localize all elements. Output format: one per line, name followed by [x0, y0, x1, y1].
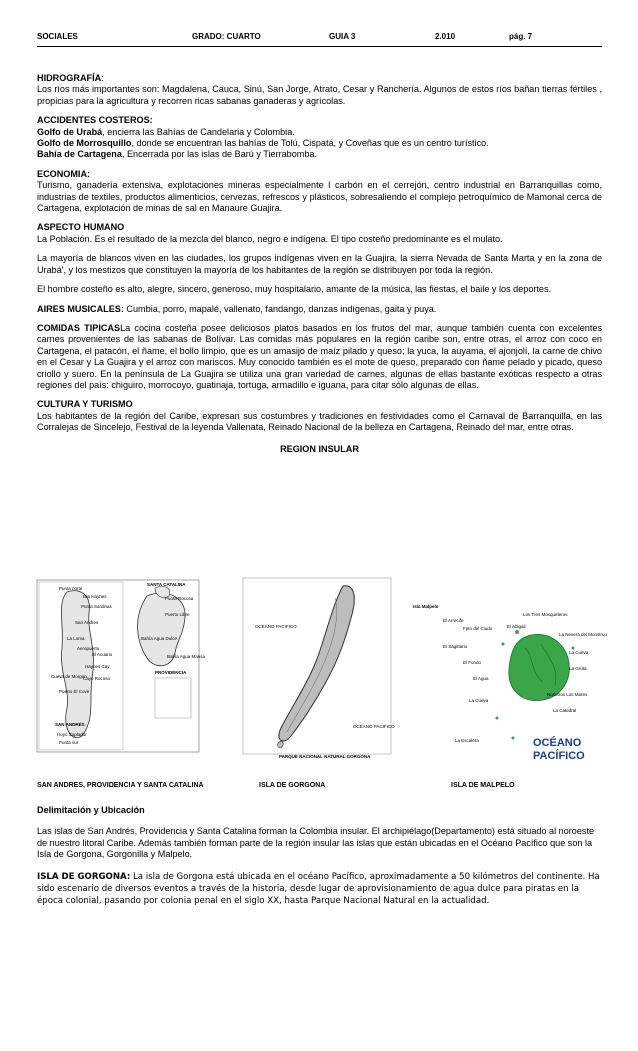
map-label: Puerto Libre	[165, 612, 190, 617]
region-insular-heading: REGION INSULAR	[280, 443, 359, 454]
hidrografia-text: Los ríos más importantes son: Magdalena, Cauca, Sinú, San Jorge, Atrato, Cesar y Ranchería. Algunos de estos ríos bañan tierras fértiles , propicias para la agricultura y recorren ricas sabanas ganaderas y agrícolas.	[37, 84, 602, 106]
map-label: Isla Malpelo	[413, 604, 439, 609]
page-header	[37, 30, 602, 47]
accidente-item	[37, 138, 602, 149]
map-label: La Loma	[67, 636, 85, 641]
map-label: El Acuario	[92, 652, 113, 657]
map-label: El Arrecife	[443, 618, 464, 623]
map-label: Puerto El Cove	[59, 689, 90, 694]
map-label: SAN ANDRÉS	[55, 722, 85, 727]
map-label: La Nevera del Monstruo	[559, 632, 608, 637]
map-label: Haynes Cay	[85, 664, 110, 669]
map-label: PARQUE NACIONAL NATURAL GORGONA	[279, 754, 371, 759]
map-label: Punta Sardinas	[81, 604, 112, 609]
economia-title: ECONOMIA:	[37, 168, 91, 179]
map-label: PROVIDENCIA	[155, 670, 187, 675]
gorgona-title: ISLA DE GORGONA:	[37, 871, 131, 882]
map-label: Punta Rocosa	[165, 596, 194, 601]
map-captions	[37, 782, 602, 794]
map-label: El Fondo	[463, 660, 482, 665]
map-label: El Sagittario	[443, 644, 468, 649]
accidentes-section	[37, 115, 602, 161]
map-label: PACÍFICO	[533, 750, 585, 762]
aspecto-title: ASPECTO HUMANO	[37, 222, 125, 233]
aires-text: Cumbia, porro, mapalé, vallenato, fandango, danzas indígenas, gaita y puya.	[123, 303, 437, 314]
map-label: Nosotros Los Mares	[547, 692, 588, 697]
map-label: La Escalera	[455, 738, 479, 743]
map-label: OCEANO PACIFICO	[353, 724, 395, 729]
header-guide: GUIA 3	[329, 32, 356, 41]
lower-text	[37, 805, 602, 907]
map-label: Fpto del Ciudo	[463, 626, 493, 631]
accidente-name: Golfo de Urabá	[37, 126, 103, 137]
gorgona-section	[37, 871, 602, 907]
accidente-item	[37, 149, 602, 160]
map-label: Bahía Agua Dulce	[141, 636, 178, 641]
aires-title: AIRES MUSICALES:	[37, 303, 124, 314]
map-label: Los Tres Mosqueteros	[523, 612, 568, 617]
map-label: SANTA CATALINA	[147, 582, 186, 587]
gorgona-map	[235, 578, 395, 760]
accidente-text: , Encerrada por las islas de Barú y Tierrabomba.	[121, 149, 318, 160]
map-label: Punta sur	[59, 740, 79, 745]
accidente-item	[37, 127, 602, 138]
delimitacion-title: Delimitación y Ubicación	[37, 805, 145, 815]
map-label: Hoyo Soplador	[57, 732, 87, 737]
map-label: Bahía Agua Mansa	[167, 654, 206, 659]
accidentes-title: ACCIDENTES COSTEROS:	[37, 115, 153, 126]
map-label: Punta norte	[59, 586, 83, 591]
caption-san-andres: SAN ANDRES, PROVIDENCIA Y SANTA CATALINA	[37, 782, 204, 789]
comidas-section	[37, 323, 602, 391]
map-label: La Cueva	[469, 698, 489, 703]
accidente-text: , donde se encuentran las bahías de Tolú, Cispatá, y Coveñas que es un centro turístico.	[131, 138, 489, 149]
hidrografia-title: HIDROGRAFÍA	[37, 73, 102, 83]
cultura-text: Los habitantes de la región del Caribe, expresan sus costumbres y tradiciones en festividades como el Carnaval de Barranquilla, en las Corralejas de Sincelejo, Festival de la leyenda Vallenata, Reinado Nacional de la belleza en Cartagena, Reinado del mar, entre otras.	[37, 410, 602, 433]
map-label: La Catedral	[553, 708, 577, 713]
cultura-section	[37, 399, 602, 433]
maps-row	[37, 578, 608, 762]
caption-malpelo: ISLA DE MALPELO	[451, 782, 515, 789]
caption-gorgona: ISLA DE GORGONA	[259, 782, 326, 789]
comidas-text: La cocina costeña posee deliciosos platos basados en los frutos del mar, aunque también cuenta con excelentes carnes provenientes de las sabanas de Bolívar. Las comidas más populares en la región caribe son, entre otras, el arroz con coco en Cartagena, el patacón, el ñame, el bollo limpio, que es un amasijo de maíz pilado y queso; la yuca, la auyama, el ajonjolí, la carne de chivo en el Cesar y La Guajira y el arroz con mariscos. Muy conocido también es el mote de queso, preparado con ñame pelado y picado, queso criollo y suero. En la península de La Guajira se utiliza una gran variedad de carnes, algunas de ellas bastante exóticas respecto a otras regiones del país: chiguiro, morrocoyo, guatinaja, tortuga, armadillo e iguana, para citar sólo algunas de ellas.	[37, 322, 602, 390]
header-page: pág. 7	[509, 32, 533, 41]
map-label: Isla Haynes	[83, 594, 107, 599]
map-label: OCEANO PACIFICO	[255, 624, 297, 629]
map-label: Cueva de Morgan	[51, 674, 87, 679]
document-page	[37, 30, 602, 455]
accidente-name: Golfo de Morrosquillo	[37, 138, 132, 149]
map-label: OCÉANO	[533, 737, 582, 749]
san-andres-map	[37, 578, 206, 754]
aspecto-section	[37, 222, 602, 295]
accidente-text: , encierra las Bahías de Candelaria y Colombia.	[102, 126, 295, 137]
map-label: El Agua	[473, 676, 489, 681]
cultura-title: CULTURA Y TURISMO	[37, 399, 133, 410]
delimitacion-text: Las islas de San Andrés, Providencia y Santa Catalina forman la Colombia insular. El archipiélago(Departamento) está situado al noroeste de nuestro litoral Caribe. Además también forman parte de la región insular las islas que están ubicadas en el Océano Pacífico que son la Isla de Gorgona, Gorgonilla y Malpelo.	[37, 826, 595, 860]
map-label: Cayo Rocoso	[83, 676, 111, 681]
aires-section	[37, 304, 602, 315]
header-grade: GRADO: CUARTO	[192, 32, 261, 41]
comidas-title: COMIDAS TIPICAS	[37, 322, 121, 333]
hidrografia-section: HIDROGRAFÍA: Los ríos más importantes son: Magdalena, Cauca, Sinú, San Jorge, Atrato, Cesar y Ranchería. Algunos de estos ríos bañan tierras fértiles , propicias para la agricultura y recorren ricas sabanas ganaderas y agrícolas.	[37, 73, 602, 106]
aspecto-p3: El hombre costeño es alto, alegre, sincero, generoso, muy hospitalario, amante de la música, las fiestas, el baile y los deportes.	[37, 284, 552, 295]
malpelo-map	[403, 578, 608, 762]
header-subject: SOCIALES	[37, 32, 78, 41]
map-label: Aeropuerto	[77, 646, 100, 651]
aspecto-p1: La Población. Es el resultado de la mezcla del blanco, negro e indígena. El tipo costeño predominante es el mulato.	[37, 233, 503, 244]
gorgona-text: La isla de Gorgona está ubicada en el océano Pacífico, aproximadamente a 50 kilómetros del continente. Ha sido escenario de diversos eventos a través de la historia, desde lugar de aprovisionamiento de agua dulce para piratas en la época colonial, pasando por colonia penal en el siglo XX, hasta Parque Nacional Natural en la actualidad.	[37, 871, 600, 906]
accidente-name: Bahía de Cartagena	[37, 149, 122, 160]
aspecto-p2: La mayoría de blancos viven en las ciudades, los grupos indígenas viven en la Guajira, la sierra Nevada de Santa Marta y en la zona de Urabá', y los mestizos que constituyen la mayoría de los habitantes de la región se distribuyen por toda la región.	[37, 253, 602, 275]
map-label: San Andres	[75, 620, 99, 625]
economia-text: Turismo, ganadería extensiva, explotaciones mineras especialmente l carbón en el cerrejón, centro industrial en Barranquillas como, industrias de textiles, productos alimenticios, cervezas, refrescos y plásticos, sobresaliendo el complejo petroquímico de Mamonal cerca de Cartagena, explotación de minas de sal en Manaure Guajira.	[37, 180, 602, 214]
map-label: La Cueva	[569, 650, 589, 655]
map-label: El Abigail	[507, 624, 526, 629]
header-year: 2.010	[435, 32, 456, 41]
map-label: La Gruta	[569, 666, 587, 671]
economia-section	[37, 169, 602, 215]
